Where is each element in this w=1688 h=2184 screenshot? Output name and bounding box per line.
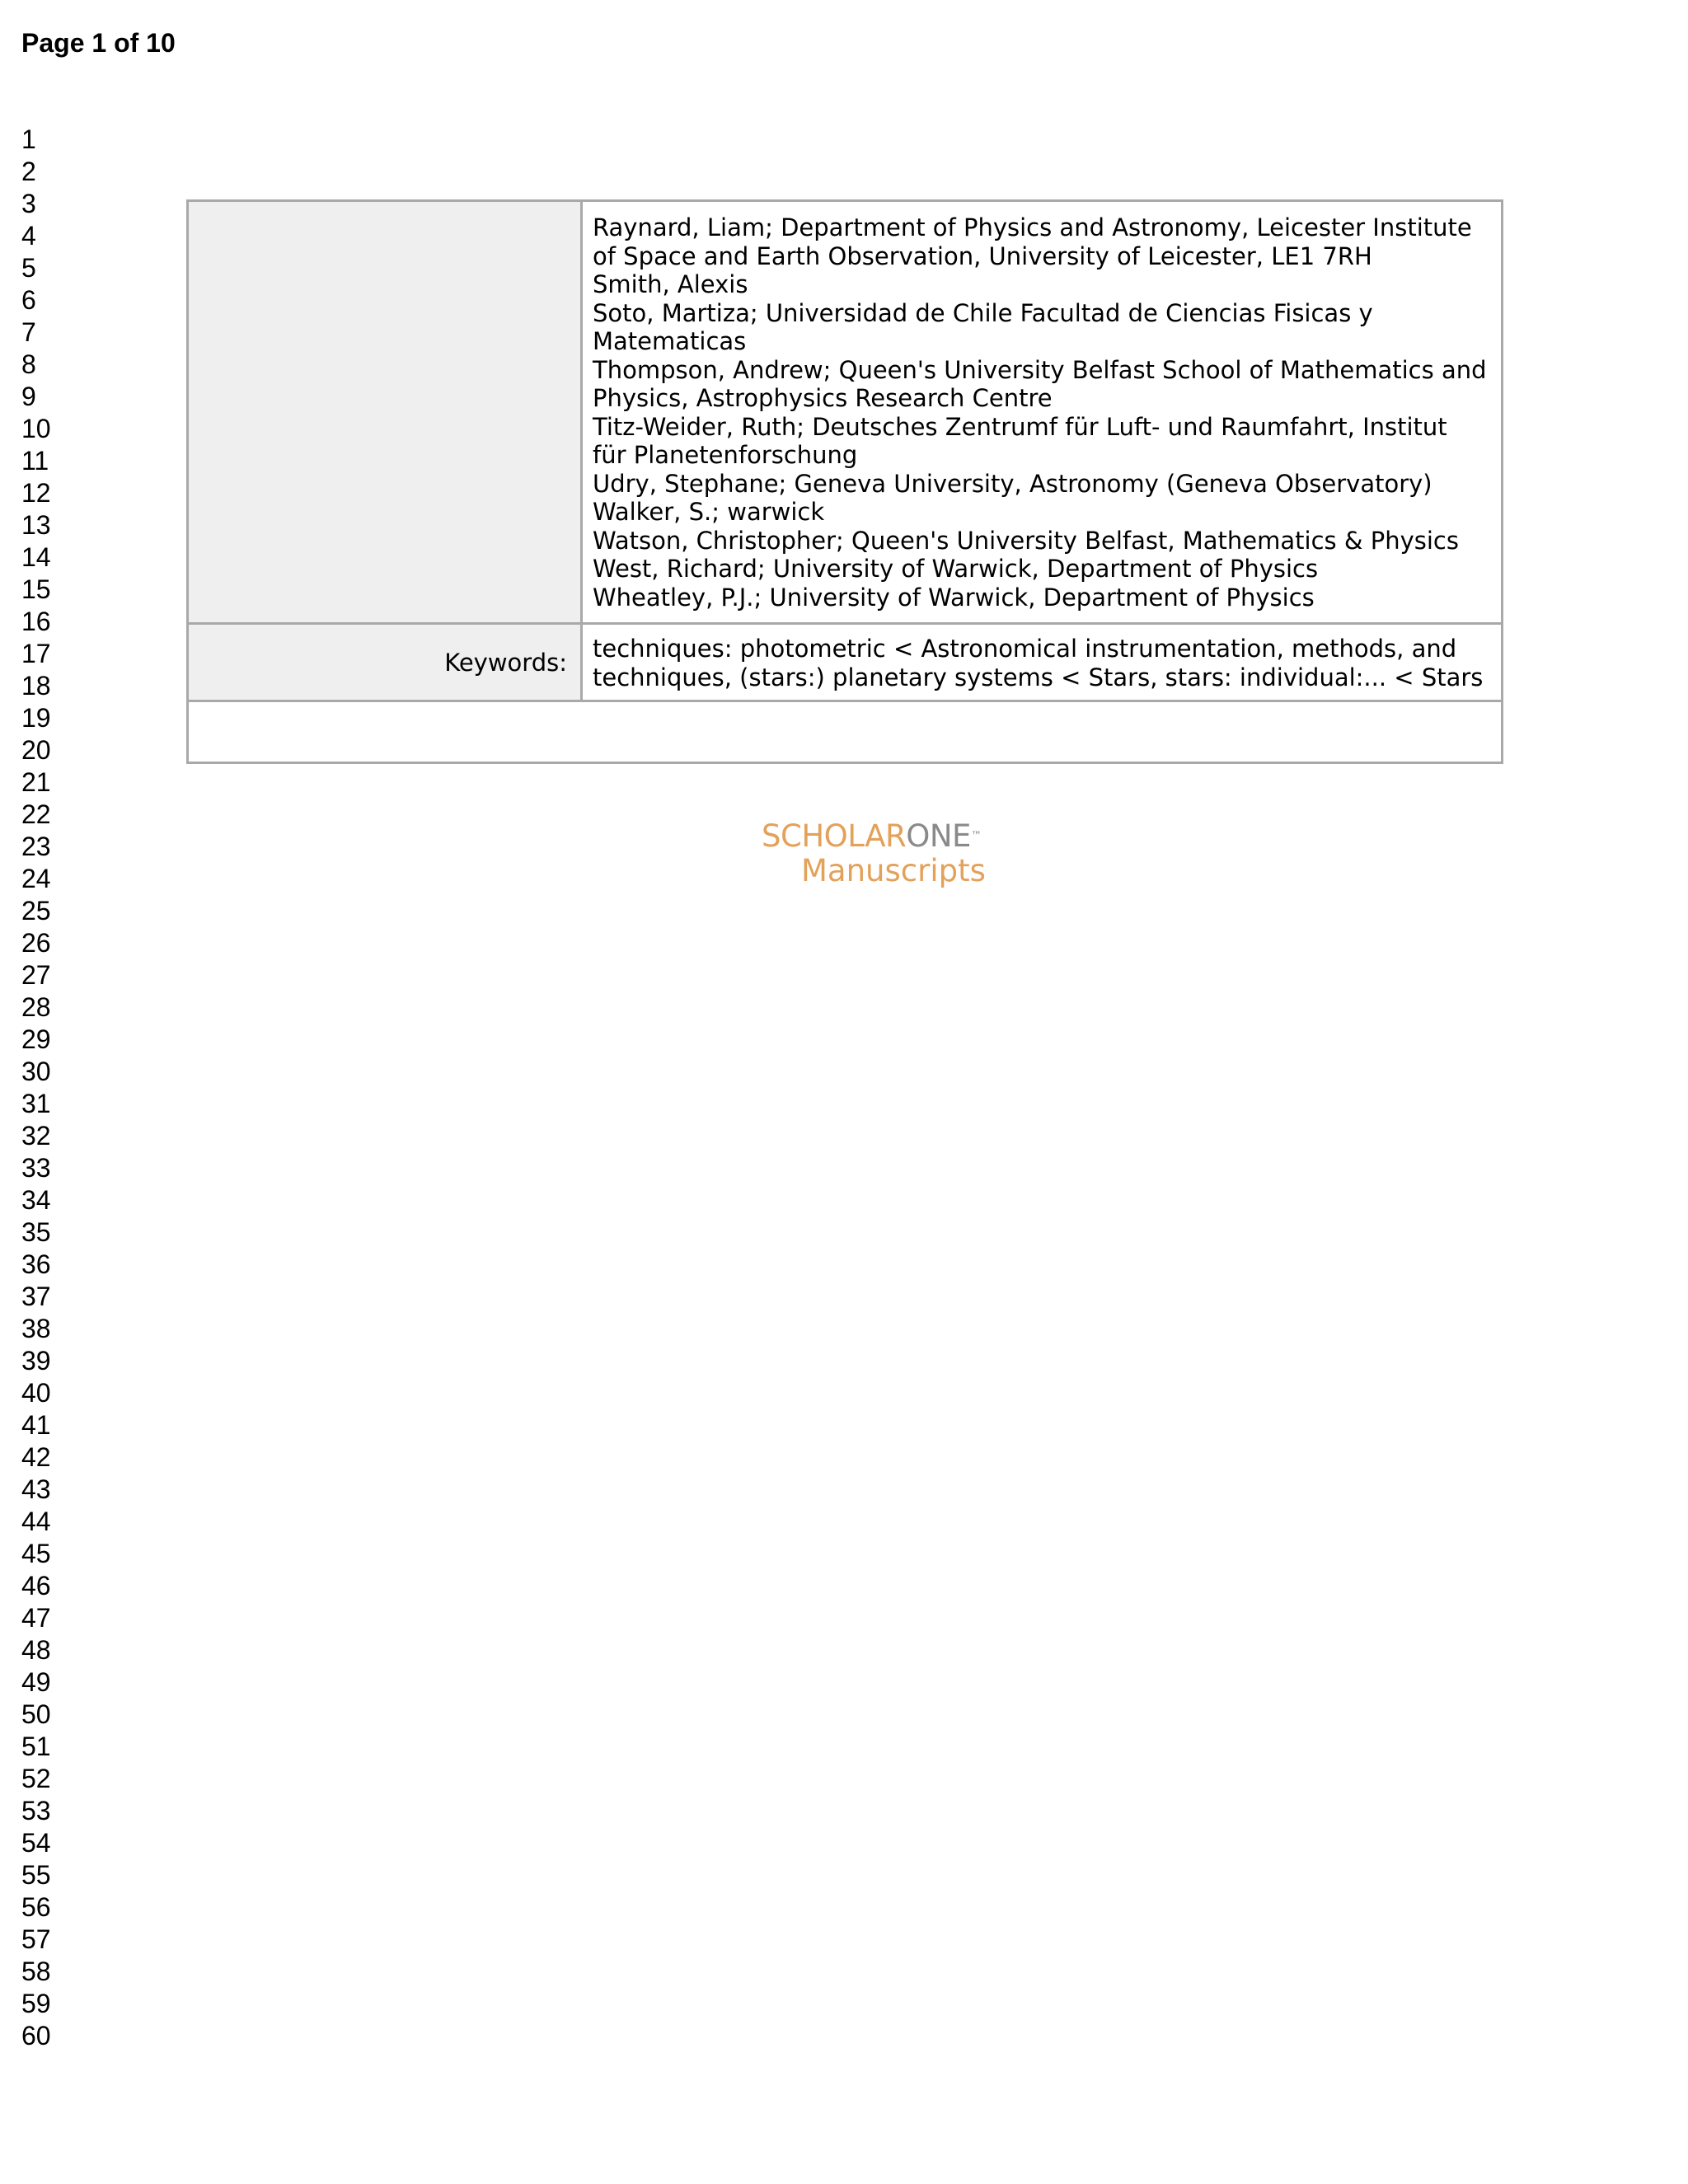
keywords-label: Keywords: [189,625,583,700]
author-affiliation-line: für Planetenforschung [593,441,858,469]
line-number: 23 [21,832,51,861]
authors-value [583,202,1501,622]
keyword-line: techniques: photometric < Astronomical instrumentation, methods, and [593,635,1457,663]
line-number: 51 [21,1732,51,1761]
line-number: 25 [21,896,51,926]
keywords-value [583,625,1501,700]
line-number: 20 [21,735,51,765]
line-number: 56 [21,1892,51,1922]
line-number: 46 [21,1571,51,1601]
page-number-header: Page 1 of 10 [21,28,176,58]
line-number: 6 [21,285,36,315]
line-number: 27 [21,960,51,990]
line-number: 45 [21,1539,51,1568]
line-number: 59 [21,1989,51,2018]
line-number: 41 [21,1410,51,1440]
author-affiliation-line: Wheatley, P.J.; University of Warwick, Department of Physics [593,583,1315,612]
author-affiliation-line: Soto, Martiza; Universidad de Chile Facultad de Ciencias Fisicas y [593,298,1373,327]
line-number: 28 [21,992,51,1022]
line-number: 7 [21,317,36,347]
line-number: 36 [21,1249,51,1279]
line-number: 30 [21,1057,51,1086]
line-number: 11 [21,446,49,476]
line-number: 29 [21,1024,51,1054]
line-number: 2 [21,157,36,186]
line-number: 1 [21,124,36,154]
line-number: 15 [21,574,51,604]
author-affiliation-line: of Space and Earth Observation, University of Leicester, LE1 7RH [593,241,1372,270]
author-affiliation-line: Smith, Alexis [593,270,748,298]
line-number: 53 [21,1796,51,1825]
keyword-line: techniques, (stars:) planetary systems < Stars, stars: individual:... < Stars [593,663,1484,691]
line-number: 26 [21,928,51,958]
author-affiliation-line: Raynard, Liam; Department of Physics and Astronomy, Leicester Institute [593,213,1472,241]
line-number: 31 [21,1089,51,1118]
logo-one-text: ONE [906,818,971,854]
line-number: 4 [21,221,36,251]
line-number: 55 [21,1860,51,1890]
line-number: 9 [21,382,36,411]
line-number: 42 [21,1442,51,1472]
line-number: 24 [21,864,51,893]
line-number: 43 [21,1474,51,1504]
empty-row [189,700,1501,762]
line-number: 5 [21,253,36,283]
line-number: 49 [21,1667,51,1697]
author-affiliation-line: Walker, S.; warwick [593,498,825,526]
line-number: 48 [21,1635,51,1665]
line-number: 37 [21,1282,51,1311]
line-number: 17 [21,639,51,668]
line-number: 35 [21,1217,51,1247]
author-affiliation-line: Thompson, Andrew; Queen's University Belfast School of Mathematics and [593,355,1487,384]
logo-trademark: ™ [970,830,982,842]
line-number: 12 [21,478,51,508]
authors-label [189,202,583,622]
line-number: 47 [21,1603,51,1633]
line-number: 52 [21,1764,51,1793]
line-number: 22 [21,799,51,829]
line-number: 44 [21,1507,51,1536]
line-number: 33 [21,1153,51,1183]
author-affiliation-line: Matematicas [593,327,747,355]
author-affiliation-line: West, Richard; University of Warwick, Department of Physics [593,555,1319,583]
author-affiliation-line: Watson, Christopher; Queen's University Belfast, Mathematics & Physics [593,526,1459,555]
line-number: 40 [21,1378,51,1408]
line-number-gutter [21,124,51,2052]
line-number: 60 [21,2021,51,2050]
line-number: 19 [21,703,51,733]
scholarone-manuscripts-logo [762,819,986,888]
line-number: 13 [21,510,51,540]
line-number: 3 [21,189,36,218]
line-number: 10 [21,414,51,443]
line-number: 54 [21,1828,51,1858]
line-number: 38 [21,1314,51,1343]
logo-scholar-text: SCHOLAR [762,818,907,854]
line-number: 8 [21,349,36,379]
logo-manuscripts-text: Manuscripts [801,853,986,888]
authors-row [189,202,1501,622]
keywords-row [189,622,1501,700]
author-affiliation-line: Udry, Stephane; Geneva University, Astronomy (Geneva Observatory) [593,469,1432,498]
manuscript-details-table [186,199,1503,764]
line-number: 21 [21,767,51,797]
line-number: 50 [21,1699,51,1729]
line-number: 34 [21,1185,51,1215]
line-number: 58 [21,1957,51,1986]
line-number: 32 [21,1121,51,1151]
line-number: 57 [21,1924,51,1954]
line-number: 14 [21,542,51,572]
line-number: 39 [21,1346,51,1376]
author-affiliation-line: Titz-Weider, Ruth; Deutsches Zentrumf für Luft- und Raumfahrt, Institut [593,412,1447,441]
line-number: 18 [21,671,51,701]
author-affiliation-line: Physics, Astrophysics Research Centre [593,384,1053,412]
line-number: 16 [21,607,51,636]
logo-wordmark [762,819,986,854]
